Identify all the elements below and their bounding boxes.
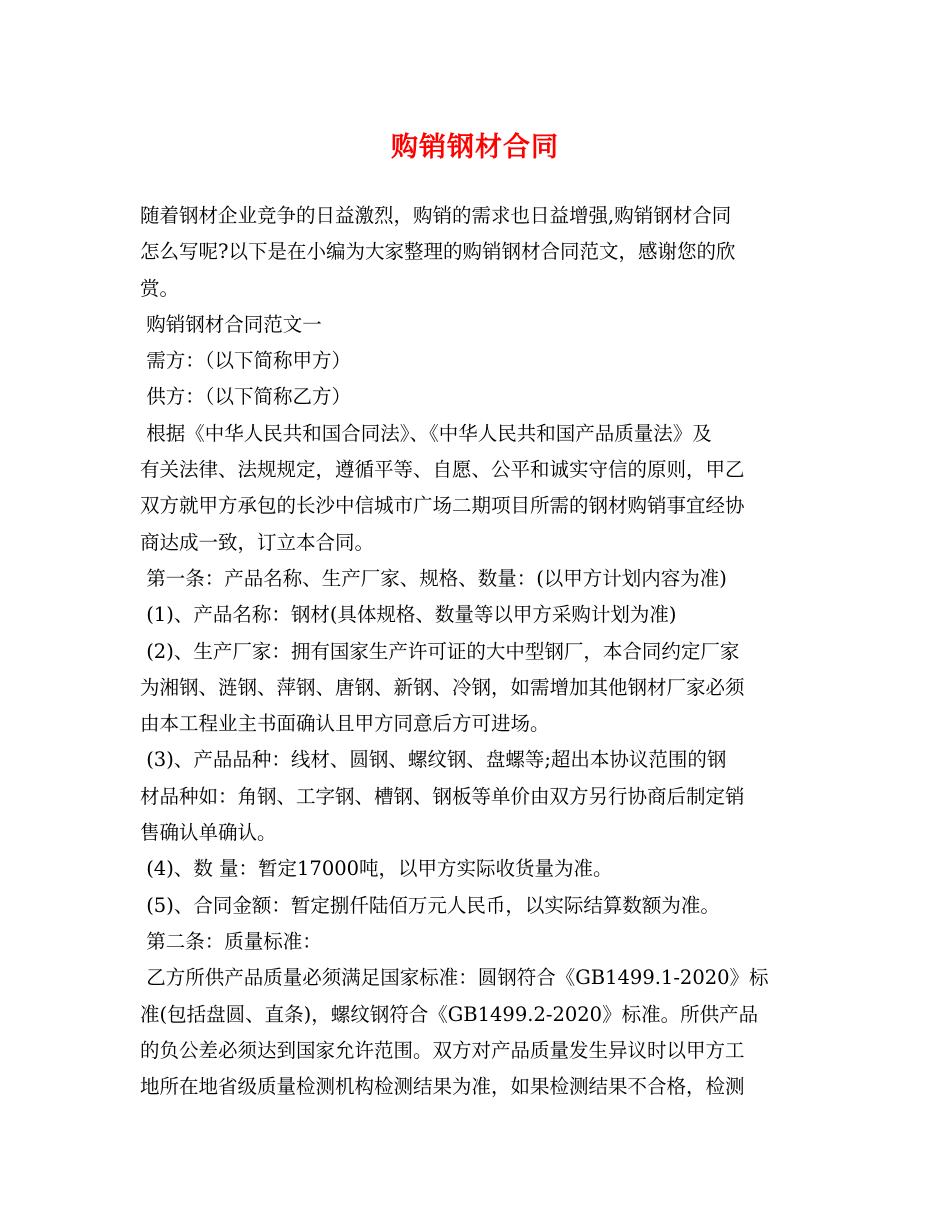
text-line: 购销钢材合同范文一 [140,312,322,336]
text-line: 怎么写呢?以下是在小编为大家整理的购销钢材合同范文，感谢您的欣 [140,240,736,264]
text-line: 需方：（以下简称甲方） [140,349,351,373]
text-line: 供方：（以下简称乙方） [140,385,351,409]
text-line: 根据《中华人民共和国合同法》、《中华人民共和国产品质量法》及 [140,421,712,445]
text-line: 随着钢材企业竞争的日益激烈，购销的需求也日益增强,购销钢材合同 [140,204,732,227]
text-line: 赏。 [140,276,180,300]
text-line: 由本工程业主书面确认且甲方同意后方可进场。 [140,712,550,736]
text-line: 为湘钢、涟钢、萍钢、唐钢、新钢、冷钢，如需增加其他钢材厂家必须 [140,675,745,699]
text-line: 有关法律、法规规定，遵循平等、自愿、公平和诚实守信的原则，甲乙 [140,458,745,482]
document-body [140,198,820,1105]
text-line: 地所在地省级质量检测机构检测结果为准，如果检测结果不合格，检测 [140,1075,745,1099]
text-line: (2)、生产厂家：拥有国家生产许可证的大中型钢厂，本合同约定厂家 [140,639,740,663]
text-line: 材品种如：角钢、工字钢、槽钢、钢板等单价由双方另行协商后制定销 [140,784,745,808]
text-line: (4)、数 量：暂定17000吨，以甲方实际收货量为准。 [140,857,613,881]
text-line: 乙方所供产品质量必须满足国家标准：圆钢符合《GB1499.1-2020》标 [140,966,769,990]
text-line: 的负公差必须达到国家允许范围。双方对产品质量发生异议时以甲方工 [140,1038,745,1062]
text-line: 商达成一致，订立本合同。 [140,530,375,554]
text-line: 第二条：质量标准： [140,929,322,953]
text-line: 第一条：产品名称、生产厂家、规格、数量：(以甲方计划内容为准) [140,566,727,590]
text-line: (3)、产品品种：线材、圆钢、螺纹钢、盘螺等;超出本协议范围的钢 [140,748,727,772]
text-line: 准(包括盘圆、直条)，螺纹钢符合《GB1499.2-2020》标准。所供产品 [140,1002,759,1026]
text-line: (1)、产品名称：钢材(具体规格、数量等以甲方采购计划为准) [140,603,677,627]
text-line: (5)、合同金额：暂定捌仟陆佰万元人民币，以实际结算数额为准。 [140,893,720,917]
text-line: 双方就甲方承包的长沙中信城市广场二期项目所需的钢材购销事宜经协 [140,494,745,518]
text-line: 售确认单确认。 [140,821,277,845]
document-title: 购销钢材合同 [391,132,559,163]
